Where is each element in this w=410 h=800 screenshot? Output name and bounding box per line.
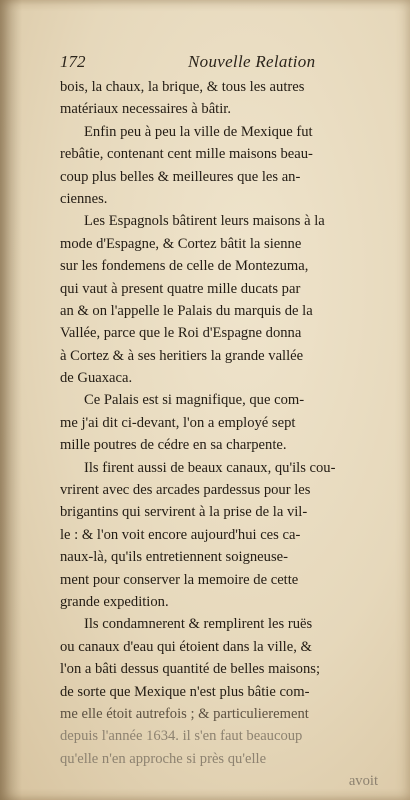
text-line: mille poutres de cédre en sa charpente. — [60, 437, 287, 454]
text-line: brigantins qui servirent à la prise de la vil- — [60, 504, 308, 521]
text-line: me elle étoit autrefois ; & particulierement — [60, 705, 309, 722]
text-line: le : & l'on voit encore aujourd'hui ces ca- — [60, 526, 301, 543]
text-line: grande expedition. — [60, 593, 169, 610]
text-line: rebâtie, contenant cent mille maisons beau- — [60, 146, 313, 163]
text-line: Les Espagnols bâtirent leurs maisons à la — [84, 213, 325, 230]
text-line: Enfin peu à peu la ville de Mexique fut — [84, 123, 313, 140]
text-line: qui vaut à present quatre mille ducats par — [60, 280, 301, 297]
text-line: Ce Palais est si magnifique, que com- — [84, 392, 305, 409]
text-line: mode d'Espagne, & Cortez bâtit la sienne — [60, 235, 302, 252]
page-number: 172 — [60, 52, 86, 71]
text-line: an & on l'appelle le Palais du marquis de la — [60, 302, 313, 319]
text-line: Ils condamnerent & remplirent les ruës — [84, 616, 313, 633]
text-line: l'on a bâti dessus quantité de belles maisons; — [60, 661, 321, 678]
text-line: ciennes. — [60, 190, 108, 207]
text-line: à Cortez & à ses heritiers la grande vallée — [60, 347, 304, 364]
text-line: ment pour conserver la memoire de cette — [60, 571, 299, 588]
page-header — [60, 52, 380, 74]
text-line: ou canaux d'eau qui étoient dans la ville, & — [60, 638, 312, 655]
text-line: matériaux necessaires à bâtir. — [60, 101, 231, 118]
text-line: qu'elle n'en approche si près qu'elle — [60, 750, 267, 767]
text-line: de Guaxaca. — [60, 370, 133, 387]
body-text — [60, 76, 378, 793]
text-line: sur les fondemens de celle de Montezuma, — [60, 258, 309, 275]
text-line: avoit — [348, 773, 378, 790]
text-line: bois, la chaux, la brique, & tous les autres — [60, 79, 305, 95]
text-line: depuis l'année 1634. il s'en faut beaucoup — [60, 728, 303, 745]
text-line: de sorte que Mexique n'est plus bâtie com- — [60, 683, 310, 700]
text-line: me j'ai dit ci-devant, l'on a employé sept — [60, 414, 296, 431]
text-line: Ils firent aussi de beaux canaux, qu'ils cou- — [84, 459, 336, 476]
text-line: Vallée, parce que le Roi d'Espagne donna — [60, 325, 302, 342]
text-line: coup plus belles & meilleures que les an- — [60, 168, 301, 185]
text-line: naux-là, qu'ils entretiennent soigneuse- — [60, 549, 288, 566]
text-line: vrirent avec des arcades pardessus pour les — [60, 482, 311, 499]
running-title: Nouvelle Relation — [188, 52, 316, 71]
gutter-shadow — [0, 0, 22, 800]
